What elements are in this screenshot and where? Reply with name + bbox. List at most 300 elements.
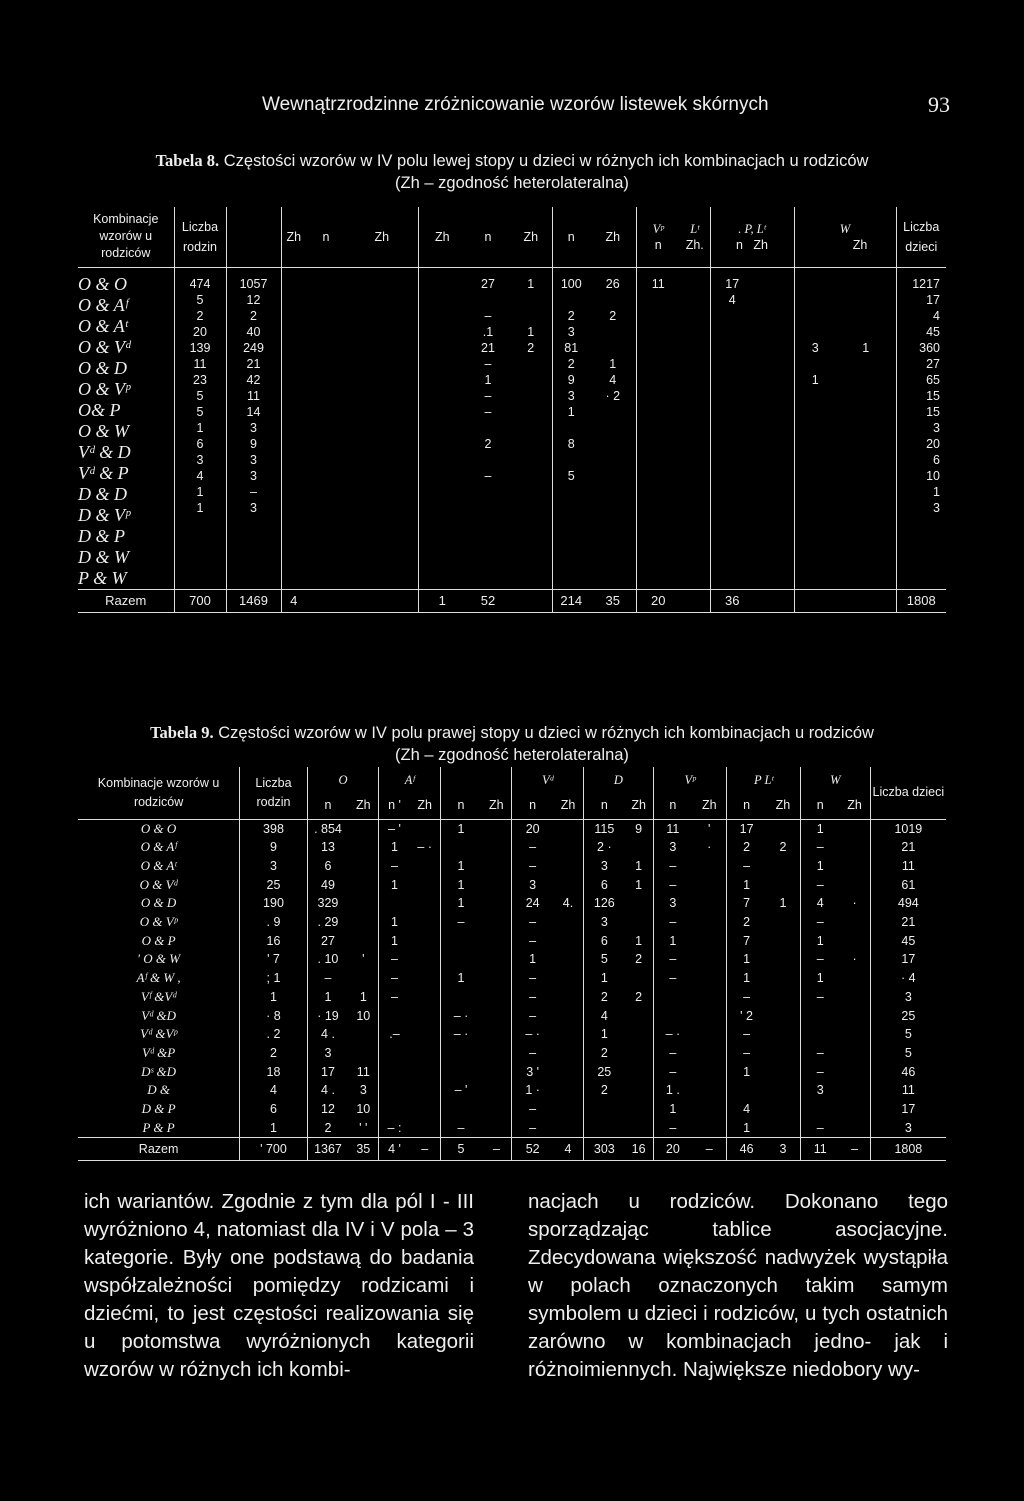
table9-row [78,950,946,969]
table8-cell [836,484,896,500]
table8-title: Częstości wzorów w IV polu lewej stopy u dzieci w różnych ich kombinacjach u rodziców [223,152,869,170]
table9-cell: – [653,969,692,988]
table8-cell: 1057 [239,276,268,291]
table9-cell [481,913,512,932]
table9-cell [839,857,870,876]
table8-cell [419,308,467,324]
table9-cell: 1 [801,819,840,838]
table8-cell [754,356,794,372]
table8-cell [282,276,307,292]
table8-cell [466,500,510,516]
table9-cell [410,857,441,876]
table8-cell [419,292,467,308]
table9-cell [410,950,441,969]
t8-h-group: . P, Lᵗ [738,221,766,236]
table9-cell [692,1044,727,1063]
table8-cell [711,372,755,388]
table8-cell [795,356,837,372]
table9-cell: – [801,1119,840,1138]
table8-cell [590,500,636,516]
table9-cell: · [852,896,857,911]
table8-cell [590,468,636,484]
table8-cell [637,356,681,372]
table9-cell [839,988,870,1007]
table9-cell: 1 [359,989,367,1004]
table8-cell [510,292,552,308]
table9-cell: 4 . [307,1081,348,1100]
table9-cell: 25 [584,1063,625,1082]
table9-combo-label: Dˢ &D [141,1063,177,1079]
table9-cell [410,913,441,932]
table8-cell [346,324,418,340]
table9-cell [553,1007,584,1026]
table8-cell: 249 [243,340,264,355]
table8-cell: 2 [250,308,257,323]
table8-cell: 12 [246,292,261,307]
table9-cell: 6 [307,857,348,876]
table9-cell: – ' [379,819,410,838]
t8-h-sub: Zh [418,207,466,267]
table8-cell [306,324,346,340]
table9-cell: 126 [584,894,625,913]
table9-cell [766,857,801,876]
table9-cell [766,876,801,895]
t8-h-sub: Zh. [685,237,704,252]
table8-cell [680,356,710,372]
t9-h-sub: Zh [839,793,870,819]
table8-cell [282,372,307,388]
t9-h-sub: n [801,793,840,819]
table9-cell [553,932,584,951]
t8-h-sub: n [552,207,590,267]
table9-cell [766,819,801,838]
table9-cell: 3 [240,857,308,876]
table8-cell: 1 [484,372,492,387]
table8-cell [754,340,794,356]
table9-cell [440,1100,481,1119]
table9-cell: 1 [727,1063,766,1082]
table9-cell: – [307,969,348,988]
table9-cell: . 854 [307,819,348,838]
table9-cell: 1 [440,819,481,838]
t9-h-sub: n [653,793,692,819]
t9-h-group: Vᵖ [653,767,727,793]
table9-cell [553,1100,584,1119]
table8-cell [282,308,307,324]
table8-cell [510,404,552,420]
table9-cell: ' [708,821,711,836]
table9-cell: 3 [653,894,692,913]
t9-h-sub: n [584,793,625,819]
table8-combo-label: O & Vᵈ [78,336,131,357]
table9-cell: 24 [512,894,553,913]
table9-cell: 11 [356,1064,370,1079]
body-text-left-column: ich wariantów. Zgodnie z tym dla pól I - III wyróżniono 4, natomiast dla IV i V pola – 3 kategorie. Były one podstawą do badania współzależności pomiędzy rodzicami i dziećmi, to jest częstości realizowania się u potomstwa wyróżnionych kategorii wzorów w różnych ich kombi- [84,1190,474,1381]
table9-cell [553,1119,584,1138]
table8-cell [637,404,681,420]
table9-cell: 7 [727,932,766,951]
table9-cell: 13 [307,838,348,857]
table9-cell: 9 [240,838,308,857]
table9-cell: – [653,876,692,895]
table8-cell: 65 [926,372,940,387]
table9-cell: – [512,913,553,932]
table9-combo-label: O & Aᶠ [140,839,177,855]
table8-cell [553,452,591,468]
table8-cell: 2 [484,436,492,451]
table9-cell: 1 [440,969,481,988]
table9-cell: 1 [379,932,410,951]
table9-cell [692,988,727,1007]
table8-cell [306,484,346,500]
table9-cell [481,894,512,913]
table8-cell: – [484,356,492,371]
table9-total-cell: 3 [766,1138,801,1161]
table8-cell: 11 [247,388,260,403]
table9-cell [766,969,801,988]
table8-header-children: Liczba dzieci [896,207,946,267]
table9-cell [553,1081,584,1100]
table9-combo-label: Vᵈ &D [141,1007,176,1023]
table8-cell: 17 [926,292,940,307]
table9-cell: ' 2 [727,1007,766,1026]
t9-h-sub: Zh [553,793,584,819]
table8-cell [637,292,681,308]
table9-cell: – [379,950,410,969]
table8-cell [836,500,896,516]
table8-cell [346,452,418,468]
table8-cell: 3 [811,340,819,355]
table8-cell: 4 [196,468,204,483]
table9-cell [348,819,379,838]
table8-cell [754,420,794,436]
table9-cell [440,950,481,969]
table8-cell [510,484,552,500]
table9-cell: – [379,988,410,1007]
table9-total-cell: 52 [512,1138,553,1161]
table9-total-cell: 35 [348,1138,379,1161]
table9-cell [625,1025,654,1044]
t9-h-group: W [801,767,871,793]
t9-h-sub: Zh [625,793,654,819]
table9-cell: · 4 [870,969,946,988]
table8-cell [711,388,755,404]
table8-cell [282,356,307,372]
table8-cell [711,324,755,340]
table8-cell [419,468,467,484]
table8-combo-label: D & Vᵖ [78,504,131,525]
table9-combo-label: Vᵈ &P [141,1044,176,1060]
table8-cell [795,468,837,484]
table9-combo-label: P & P [142,1119,175,1135]
table8-cell [346,468,418,484]
table9-cell: 4 [801,894,840,913]
table9-cell [440,838,481,857]
table9-cell [553,988,584,1007]
table8-cell [419,436,467,452]
table8-combo-label: O & W [78,420,129,441]
t9-h-sub: n [512,793,553,819]
table9-cell: – [512,1044,553,1063]
table9-cell: 1 [779,896,787,911]
table8-cell [795,484,837,500]
table9-cell: · 19 [307,1007,348,1026]
table8-cell: – [250,484,257,499]
table9-cell: 1 [727,876,766,895]
table8-cell [795,388,837,404]
table9-cell: – [379,857,410,876]
table9-cell [692,913,727,932]
table9-row [78,876,946,895]
table8-total-cell [680,589,710,612]
table8-total-cell: 700 [174,589,226,612]
table9-cell: 20 [512,819,553,838]
table9-combo-label: D & [147,1082,170,1098]
table9-total-cell: 16 [625,1138,654,1161]
table9-cell [410,1025,441,1044]
table9-cell [727,1081,766,1100]
table8-cell [510,436,552,452]
table9-cell [481,988,512,1007]
table9-cell: 17 [727,819,766,838]
table8-cell: 1 [196,500,204,515]
table8-cell: 2 [609,308,617,323]
table8-cell [510,388,552,404]
table9-cell: 1 [240,988,308,1007]
table8-cell [419,500,467,516]
table8-cell: 5 [196,292,204,307]
table9-cell: 3 [653,838,692,857]
table9-cell [481,950,512,969]
table8-cell [553,500,591,516]
table8-cell [510,308,552,324]
table9-cell [348,1025,379,1044]
table8-cell: 3 [250,420,257,435]
table9-cell [440,932,481,951]
table8-cell [711,308,755,324]
table9-cell [348,913,379,932]
table8-cell: 5 [567,468,575,483]
table9-cell [839,932,870,951]
table9-cell: – [727,1025,766,1044]
table8-cell: 21 [481,340,495,355]
table8-cell [836,324,896,340]
table8-cell [711,452,755,468]
table8-cell [590,324,636,340]
table8-cell [637,484,681,500]
table9-total-cell: – [481,1138,512,1161]
table8-cell [711,468,755,484]
table9-cell: 2 [584,988,625,1007]
table9-cell: 3 [359,1083,367,1098]
table9-row [78,819,946,838]
table8-cell: 4 [609,372,617,387]
table9-cell [410,894,441,913]
table9-combo-label: Vᶠ &Vᵈ [140,988,177,1004]
table8-cell [306,308,346,324]
table8-cell [836,276,896,292]
table8-cell [711,500,755,516]
table8-combo-label: O & Vᵖ [78,378,131,399]
t9-h-sub: n [727,793,766,819]
table8-cell [419,356,467,372]
table8-combo-label: D & W [78,546,129,567]
table8-cell [553,292,591,308]
table8-cell [754,324,794,340]
table9-cell [625,1044,654,1063]
table8-cell [553,484,591,500]
table8-cell [510,500,552,516]
table8-combo-label: P & W [78,567,127,588]
table9-cell: 1 . [653,1081,692,1100]
table9-cell [348,876,379,895]
table9-cell: – [512,988,553,1007]
table9-cell: 3 [584,857,625,876]
table9-cell [692,1100,727,1119]
table9-cell: ' ' [359,1120,368,1135]
table9-cell: 17 [870,950,946,969]
table8-cell [590,436,636,452]
table9-cell: 5 [584,950,625,969]
table8-cell [282,324,307,340]
table9-cell [440,1044,481,1063]
table9-row [78,1025,946,1044]
table9-total-cell: 303 [584,1138,625,1161]
table9-combo-label: O & P [141,932,176,948]
table9-cell [348,1044,379,1063]
table9-cell: – [440,913,481,932]
table9-cell: – [801,1063,840,1082]
table9-cell [692,876,727,895]
table8-cell [306,388,346,404]
table9-cell [440,1063,481,1082]
table9-cell: 4 [240,1081,308,1100]
table9-cell: 11 [870,857,946,876]
running-header: Wewnątrzrodzinne zróżnicowanie wzorów listewek skórnych [262,94,769,115]
table9-cell [410,1081,441,1100]
table8-cell: 3 [933,420,940,435]
table9-cell: 1 [584,969,625,988]
table9-cell [625,1007,654,1026]
table9-cell [410,969,441,988]
table9-cell [553,819,584,838]
table8-cell: 40 [246,324,261,339]
t8-h-group: W [839,221,851,236]
table9-cell [481,1119,512,1138]
table8-total-cell: 1469 [226,589,281,612]
table9-cell: . 9 [240,913,308,932]
table9-cell: 12 [307,1100,348,1119]
table9-cell: 1 [379,838,410,857]
table9-cell: 1 [440,894,481,913]
table8-cell [637,388,681,404]
table8-combo-label: Vᵈ & P [78,462,129,483]
table9-cell [625,838,654,857]
table8-total-cell: 214 [552,589,590,612]
table8-cell [836,404,896,420]
t9-h-group: Aᶠ [379,767,440,793]
table9-total-cell: 46 [727,1138,766,1161]
table8-cell [590,484,636,500]
table9-cell [553,1025,584,1044]
table9-cell: 2 [727,913,766,932]
table9-cell: 1 [440,857,481,876]
table9-cell: 27 [307,932,348,951]
table8-cell [510,420,552,436]
table9-cell: 46 [870,1063,946,1082]
table9-cell: 16 [240,932,308,951]
table9-cell [692,1007,727,1026]
table9-subtitle: (Zh – zgodność heterolateralna) [395,746,629,764]
table9-cell: – · [440,1025,481,1044]
table9-cell [410,1100,441,1119]
table9-cell: 6 [584,932,625,951]
table9-row [78,969,946,988]
table8-cell [282,500,307,516]
table9-cell: 25 [240,876,308,895]
table8-cell: 42 [246,372,261,387]
table8-cell: 1217 [912,276,940,291]
table8-cell [637,500,681,516]
table8-cell: 15 [926,388,940,403]
table9-total-cell: – [692,1138,727,1161]
table9-cell [348,838,379,857]
table9-combo-label: O & Vᵈ [139,876,178,892]
table9-cell: 7 [727,894,766,913]
body-text-right-column: nacjach u rodziców. Dokonano tego sporządzając tablice asocjacyjne. Zdecydowana większość nadwyżek wystąpiła w polach oznaczonych takim samym symbolem u dzieci i rodziców, u tych ostatnich zarówno w kombinacjach jedno- jak i różnoimiennych. Największe niedobory wy- [528,1190,948,1381]
t8-h-sub: Zh [281,207,306,267]
table9-cell [440,988,481,1007]
table8-cell [754,276,794,292]
table8-cell: 9 [250,436,257,451]
table9-cell: 45 [870,932,946,951]
table9-cell [410,876,441,895]
table9-header-combo: Kombinacje wzorów u rodziców [78,767,240,819]
table9-cell: 4 . [307,1025,348,1044]
table8-cell [795,420,837,436]
table9-combo-label: D & P [141,1101,176,1117]
table9-cell: 11 [870,1081,946,1100]
table8-cell: – [484,404,492,419]
table9-cell [348,857,379,876]
table9-cell: 1 [584,1025,625,1044]
table9-cell: 17 [870,1100,946,1119]
table9-cell: 1 [727,1119,766,1138]
table8-cell [680,452,710,468]
table8-cell: 2 [567,356,575,371]
table8-cell [346,388,418,404]
table9-cell [379,1100,410,1119]
table9-cell: 4 [727,1100,766,1119]
table8-cell [711,404,755,420]
table8-cell [836,292,896,308]
table8-cell [510,356,552,372]
table8-cell [754,404,794,420]
table8-header-combo: Kombinacje wzorów u rodziców [78,207,174,267]
table8-cell: 4 [728,292,736,307]
table9-cell [839,1119,870,1138]
table8-cell: 139 [189,340,211,355]
table9-cell: – [801,950,840,969]
table9-cell [625,913,654,932]
table9-cell [481,876,512,895]
table9-cell: 1 [240,1119,308,1138]
table8-cell [510,468,552,484]
table9-cell [839,1063,870,1082]
table9-cell [410,1044,441,1063]
table9-row [78,1081,946,1100]
table9-cell [481,1063,512,1082]
